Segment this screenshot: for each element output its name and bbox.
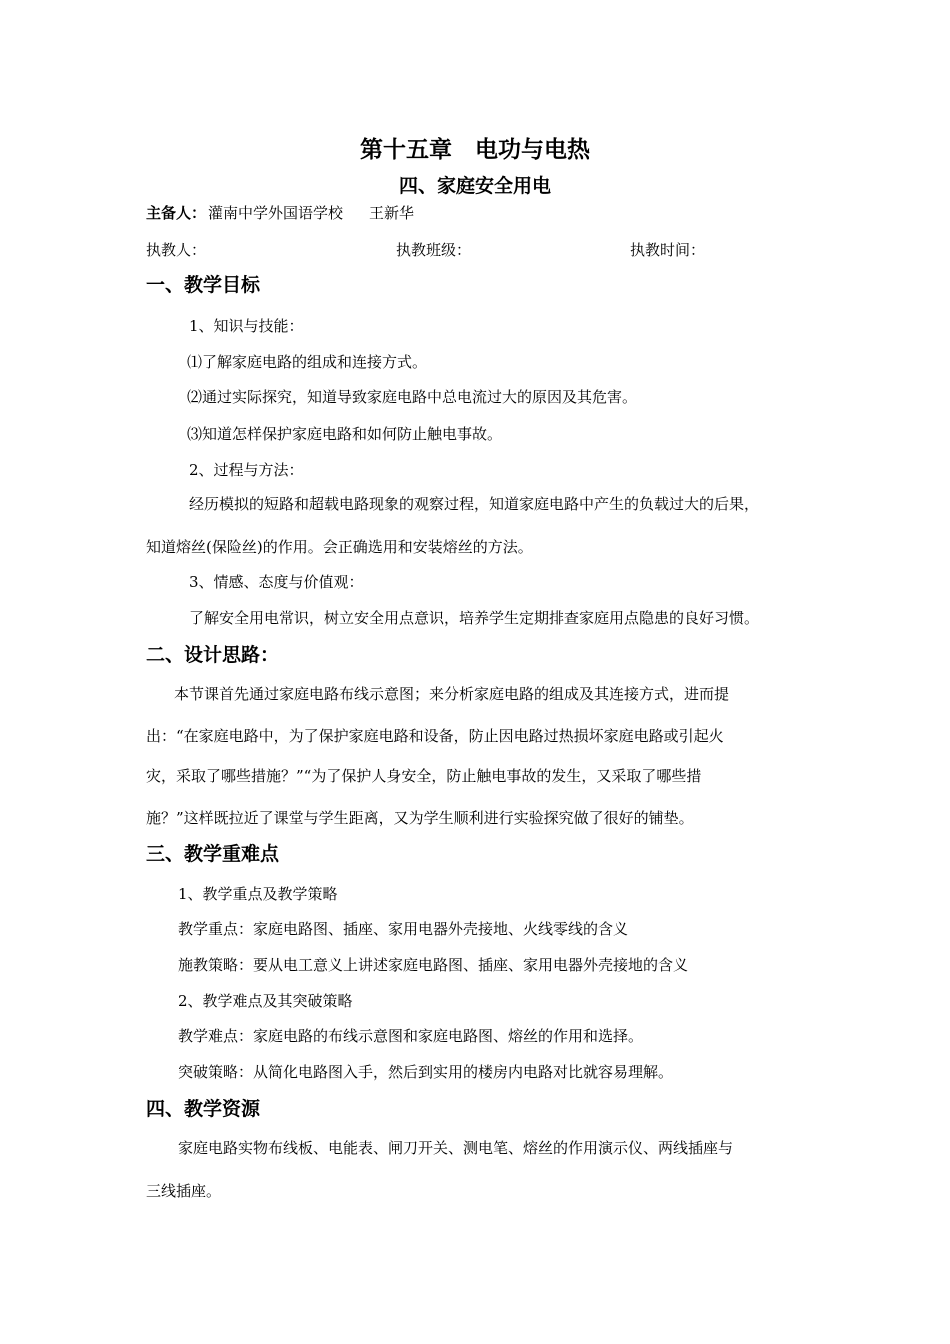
preparer-school: 灌南中学外国语学校 [208, 204, 344, 222]
design-text-line4: 施？”这样既拉近了课堂与学生距离，又为学生顺利进行实验探究做了很好的铺垫。 [146, 809, 694, 827]
objective-item-2-text-line2: 知道熔丝(保险丝)的作用。会正确选用和安装熔丝的方法。 [146, 538, 533, 556]
objective-item-2-text-line1: 经历模拟的短路和超载电路现象的观察过程，知道家庭电路中产生的负载过大的后果， [189, 495, 760, 513]
keypoint-item-2: 2、教学难点及其突破策略 [178, 992, 353, 1010]
objective-item-3: 3、情感、态度与价值观： [189, 573, 364, 591]
section-heading-resources: 四、教学资源 [146, 1098, 261, 1120]
objective-item-1: 1、知识与技能： [189, 317, 304, 335]
objective-item-2: 2、过程与方法： [189, 461, 304, 479]
keypoint-item-1: 1、教学重点及教学策略 [178, 885, 338, 903]
design-text-line1: 本节课首先通过家庭电路布线示意图；来分析家庭电路的组成及其连接方式，进而提 [174, 685, 730, 703]
teacher-label: 执教人： [146, 241, 207, 259]
breakthrough-strategy: 突破策略：从简化电路图入手，然后到实用的楼房内电路对比就容易理解。 [178, 1063, 674, 1081]
class-label: 执教班级： [396, 241, 472, 259]
section-heading-design: 二、设计思路： [146, 644, 280, 666]
objective-item-3-text: 了解安全用电常识，树立安全用点意识，培养学生定期排查家庭用点隐患的良好习惯。 [189, 609, 760, 627]
teaching-strategy: 施教策略：要从电工意义上讲述家庭电路图、插座、家用电器外壳接地的含义 [178, 956, 689, 974]
preparer-line [146, 203, 414, 223]
preparer-label: 主备人： [146, 204, 207, 222]
objective-item-1b: ⑵通过实际探究，知道导致家庭电路中总电流过大的原因及其危害。 [187, 388, 638, 406]
lesson-subtitle: 四、家庭安全用电 [398, 175, 551, 197]
chapter-title: 第十五章 电功与电热 [360, 137, 590, 163]
objective-item-1c: ⑶知道怎样保护家庭电路和如何防止触电事故。 [187, 425, 503, 443]
resources-text-line2: 三线插座。 [146, 1182, 222, 1200]
teaching-focus: 教学重点：家庭电路图、插座、家用电器外壳接地、火线零线的含义 [178, 920, 629, 938]
design-text-line2: 出：“在家庭电路中，为了保护家庭电路和设备，防止因电路过热损坏家庭电路或引起火 [146, 727, 724, 745]
section-heading-keypoints: 三、教学重难点 [146, 843, 280, 865]
objective-item-1a: ⑴了解家庭电路的组成和连接方式。 [187, 353, 428, 371]
section-heading-objectives: 一、教学目标 [146, 274, 261, 296]
resources-text-line1: 家庭电路实物布线板、电能表、闸刀开关、测电笔、熔丝的作用演示仪、两线插座与 [178, 1139, 734, 1157]
preparer-name: 王新华 [369, 204, 415, 222]
teaching-difficulty: 教学难点：家庭电路的布线示意图和家庭电路图、熔丝的作用和选择。 [178, 1027, 644, 1045]
time-label: 执教时间： [630, 241, 706, 259]
design-text-line3: 灾，采取了哪些措施？”“为了保护人身安全，防止触电事故的发生，又采取了哪些措 [146, 767, 702, 785]
